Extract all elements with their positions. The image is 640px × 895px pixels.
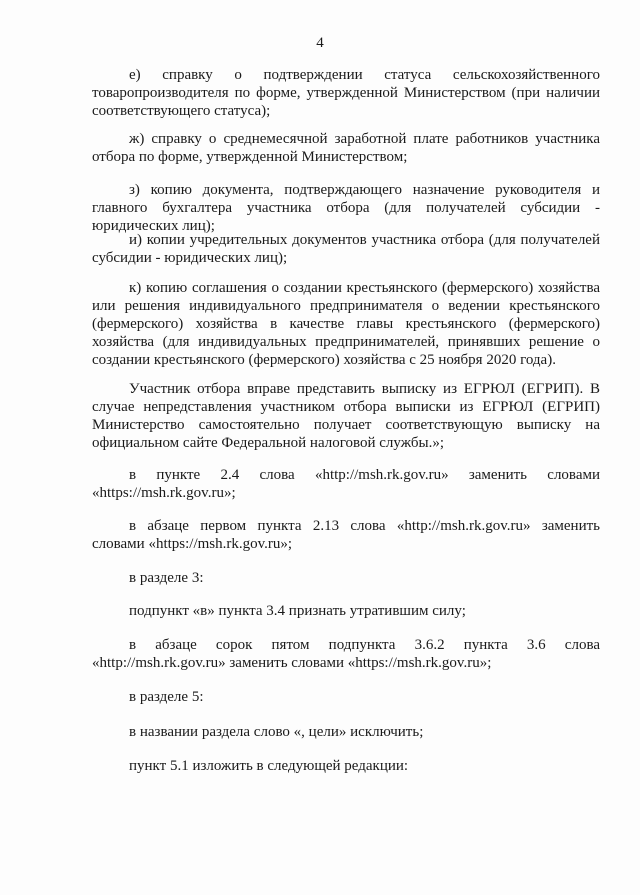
paragraph-text: е) справку о подтверждении статуса сельскохозяйственного товаропроизводителя по форме, утвержденной Министерством (при наличии соответствующего статуса); [92,67,600,119]
paragraph-point-3-4 [92,602,600,620]
paragraph-text: подпункт «в» пункта 3.4 признать утратившим силу; [129,603,466,619]
paragraph-text: з) копию документа, подтверждающего назначение руководителя и главного бухгалтера участника отбора (для получателей субсидии - юридических лиц); [92,182,600,234]
paragraph-text: Участник отбора вправе представить выписку из ЕГРЮЛ (ЕГРИП). В случае непредставления участником отбора выписки из ЕГРЮЛ (ЕГРИП) Министерство самостоятельно получает соответствующую выписку на официальном сайте Федеральной налоговой службы.»; [92,381,600,451]
paragraph-section-5 [92,688,600,706]
paragraph-text: пункт 5.1 изложить в следующей редакции: [129,758,409,774]
paragraph-z [92,181,600,235]
paragraph-text: в абзаце первом пункта 2.13 слова «http://msh.rk.gov.ru» заменить словами «https://msh.rk.gov.ru»; [92,518,600,552]
paragraph-zh [92,130,600,166]
paragraph-text: в разделе 3: [129,570,204,586]
paragraph-k [92,279,600,369]
paragraph-point-2-13 [92,517,600,553]
paragraph-i [92,231,600,267]
paragraph-text: к) копию соглашения о создании крестьянского (фермерского) хозяйства или решения индивидуального предпринимателя о ведении крестьянского (фермерского) хозяйства в качестве главы крестьянского (фермерского) хозяйства (для индивидуальных предпринимателей, принявших решение о создании крестьянского (фермерского) хозяйства с 25 ноября 2020 года). [92,280,600,368]
paragraph-point-2-4 [92,466,600,502]
paragraph-text: ж) справку о среднемесячной заработной плате работников участника отбора по форме, утвержденной Министерством; [92,131,600,165]
paragraph-section-title [92,723,600,741]
paragraph-egrul [92,380,600,452]
paragraph-text: в абзаце сорок пятом подпункта 3.6.2 пункта 3.6 слова «http://msh.rk.gov.ru» заменить словами «https://msh.rk.gov.ru»; [92,637,600,671]
paragraph-text: в названии раздела слово «, цели» исключить; [129,724,424,740]
paragraph-e [92,66,600,120]
paragraph-point-3-6-2 [92,636,600,672]
paragraph-text: и) копии учредительных документов участника отбора (для получателей субсидии - юридических лиц); [92,232,600,266]
paragraph-text: в разделе 5: [129,689,204,705]
paragraph-text: в пункте 2.4 слова «http://msh.rk.gov.ru» заменить словами «https://msh.rk.gov.ru»; [92,467,600,501]
page-number: 4 [316,35,324,51]
paragraph-point-5-1 [92,757,600,775]
paragraph-section-3 [92,569,600,587]
